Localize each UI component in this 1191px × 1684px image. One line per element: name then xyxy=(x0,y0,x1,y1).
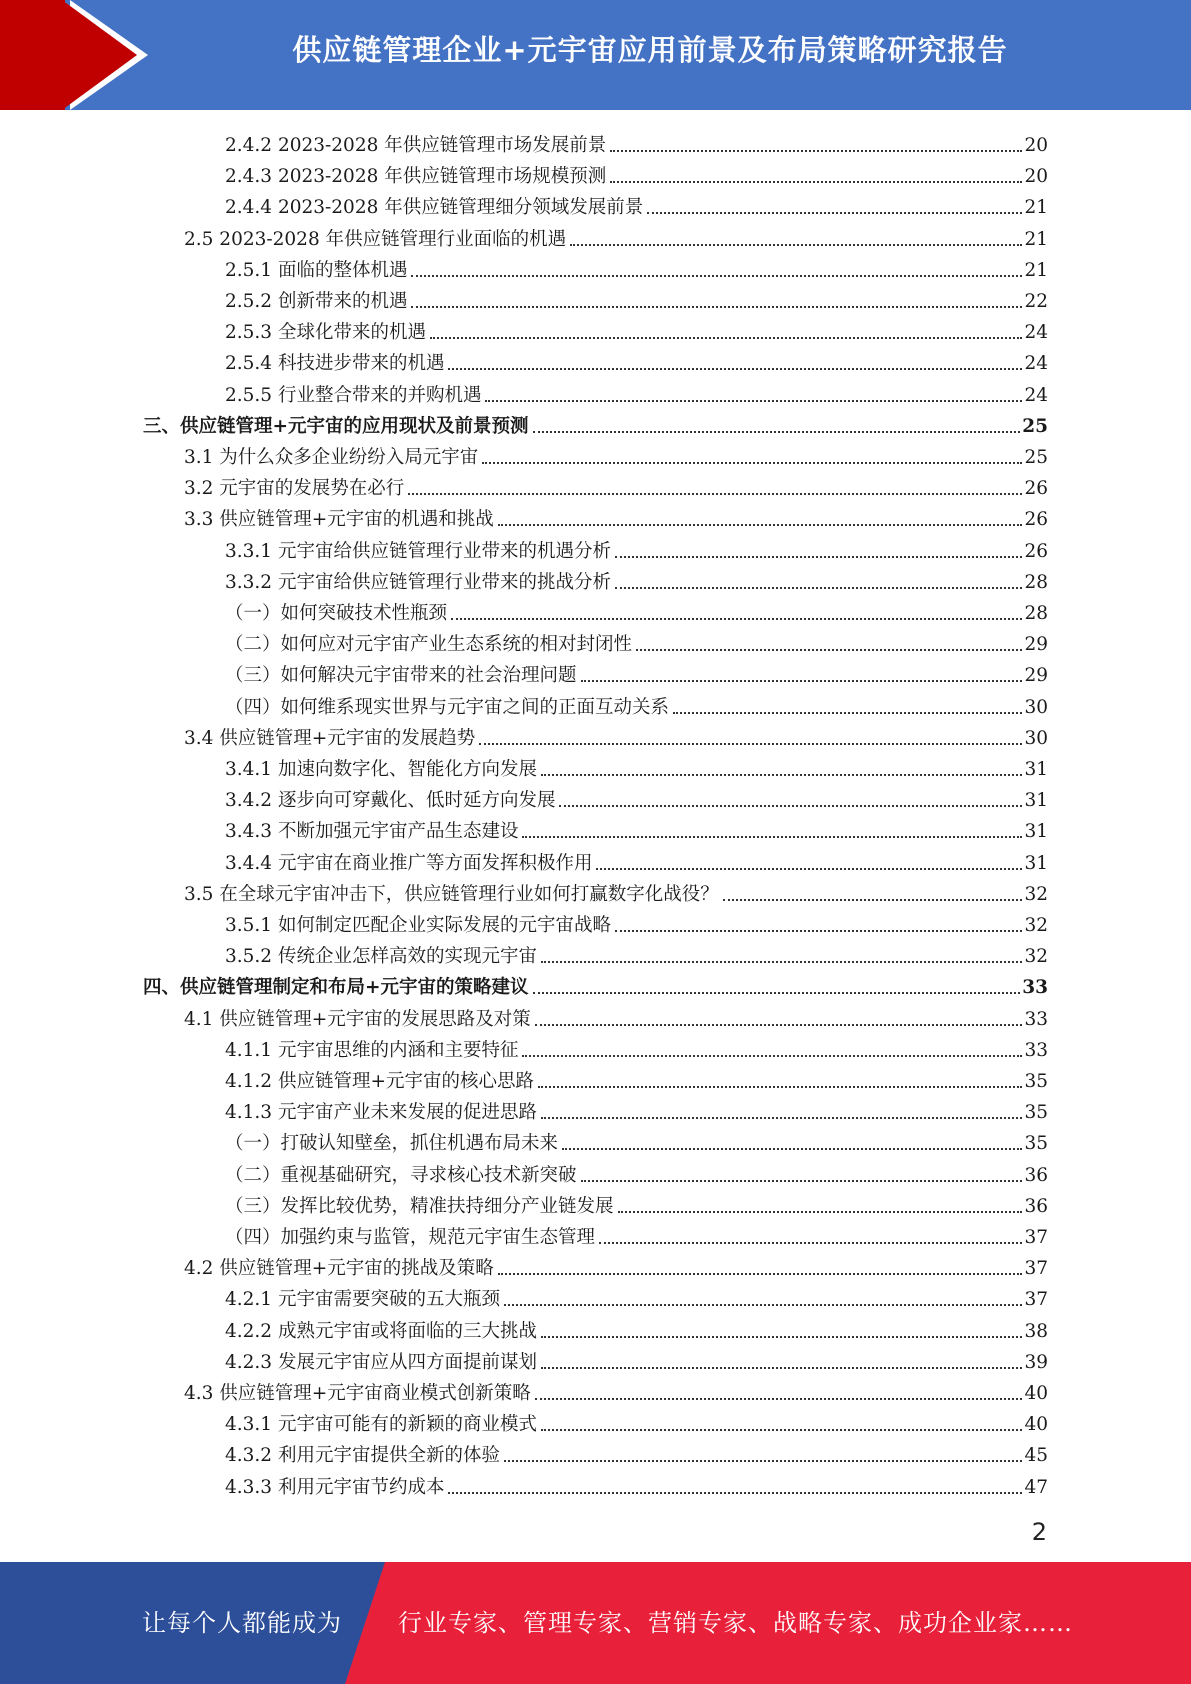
toc-entry[interactable] xyxy=(225,1093,1048,1124)
toc-dot-leader xyxy=(615,556,1022,558)
toc-entry-page: 29 xyxy=(1024,665,1048,687)
toc-dot-leader xyxy=(541,1429,1022,1431)
toc-entry[interactable] xyxy=(225,563,1048,594)
toc-entry-title: 3.5.1 如何制定匹配企业实际发展的元宇宙战略 xyxy=(225,915,611,936)
toc-entry-page: 20 xyxy=(1024,166,1048,188)
toc-dot-leader xyxy=(479,743,1022,745)
toc-entry[interactable] xyxy=(184,1249,1048,1280)
toc-entry-title: （一）如何突破技术性瓶颈 xyxy=(225,603,448,624)
toc-dot-leader xyxy=(541,774,1022,776)
toc-dot-leader xyxy=(535,1398,1023,1400)
toc-dot-leader xyxy=(522,1055,1022,1057)
toc-entry-title: 三、供应链管理+元宇宙的应用现状及前景预测 xyxy=(143,415,529,437)
toc-dot-leader xyxy=(485,400,1022,402)
toc-entry-page: 40 xyxy=(1024,1383,1048,1404)
toc-entry[interactable] xyxy=(225,1312,1048,1343)
toc-entry[interactable] xyxy=(143,968,1048,999)
toc-entry[interactable] xyxy=(225,781,1048,812)
toc-dot-leader xyxy=(541,1367,1022,1369)
toc-entry-page: 47 xyxy=(1024,1476,1048,1498)
toc-entry[interactable] xyxy=(225,282,1048,313)
toc-dot-leader xyxy=(533,431,1021,433)
toc-entry-page: 26 xyxy=(1024,509,1048,531)
toc-entry-page: 32 xyxy=(1024,915,1048,936)
toc-entry-title: （一）打破认知壁垒，抓住机遇布局未来 xyxy=(225,1133,559,1155)
toc-entry-title: 4.2.1 元宇宙需要突破的五大瓶颈 xyxy=(225,1289,500,1311)
toc-entry-title: 2.5.3 全球化带来的机遇 xyxy=(225,322,426,344)
toc-entry-title: 3.3.2 元宇宙给供应链管理行业带来的挑战分析 xyxy=(225,571,611,593)
toc-dot-leader xyxy=(451,618,1022,620)
toc-entry-page: 36 xyxy=(1024,1195,1048,1217)
toc-entry-title: 4.1.3 元宇宙产业未来发展的促进思路 xyxy=(225,1102,537,1124)
toc-dot-leader xyxy=(615,930,1022,932)
toc-dot-leader xyxy=(498,1273,1023,1275)
toc-entry-page: 31 xyxy=(1024,790,1048,812)
header-red-block xyxy=(0,0,65,110)
toc-entry[interactable] xyxy=(225,1436,1048,1467)
toc-entry-page: 35 xyxy=(1024,1102,1048,1124)
toc-entry[interactable] xyxy=(225,1187,1048,1218)
toc-dot-leader xyxy=(562,1148,1022,1150)
report-title: 供应链管理企业+元宇宙应用前景及布局策略研究报告 xyxy=(292,33,1008,67)
toc-entry-page: 28 xyxy=(1024,571,1048,593)
toc-entry-title: 4.2.3 发展元宇宙应从四方面提前谋划 xyxy=(225,1351,537,1373)
toc-entry-title: 2.5 2023-2028 年供应链管理行业面临的机遇 xyxy=(184,228,567,250)
toc-entry[interactable] xyxy=(225,344,1048,375)
toc-entry-page: 30 xyxy=(1024,696,1048,718)
toc-entry[interactable] xyxy=(225,188,1048,219)
toc-entry-page: 37 xyxy=(1024,1227,1048,1248)
toc-entry[interactable] xyxy=(225,532,1048,563)
toc-dot-leader xyxy=(581,1180,1023,1182)
toc-entry-page: 29 xyxy=(1024,634,1048,656)
toc-entry-title: 4.3.1 元宇宙可能有的新颖的商业模式 xyxy=(225,1414,537,1436)
toc-entry-page: 24 xyxy=(1024,353,1048,375)
toc-entry-title: 3.3 供应链管理+元宇宙的机遇和挑战 xyxy=(184,509,494,531)
toc-entry-title: 3.5.2 传统企业怎样高效的实现元宇宙 xyxy=(225,946,537,968)
toc-entry-title: 2.4.4 2023-2028 年供应链管理细分领域发展前景 xyxy=(225,197,644,219)
toc-dot-leader xyxy=(504,1304,1022,1306)
toc-entry-title: 3.4.3 不断加强元宇宙产品生态建设 xyxy=(225,821,519,843)
toc-entry-page: 24 xyxy=(1024,384,1048,406)
header-chevron-inner-shape xyxy=(62,0,137,110)
toc-entry-page: 37 xyxy=(1024,1289,1048,1311)
toc-entry-page: 31 xyxy=(1024,852,1048,874)
toc-entry-title: 3.4.1 加速向数字化、智能化方向发展 xyxy=(225,759,537,780)
toc-entry[interactable] xyxy=(184,875,1048,906)
toc-entry[interactable] xyxy=(225,812,1048,843)
toc-entry-page: 37 xyxy=(1024,1258,1048,1280)
toc-dot-leader xyxy=(538,1086,1022,1088)
toc-dot-leader xyxy=(411,306,1022,308)
toc-entry[interactable] xyxy=(184,1000,1048,1031)
footer-blue-slant xyxy=(345,1562,385,1684)
toc-dot-leader xyxy=(647,212,1022,214)
toc-dot-leader xyxy=(533,992,1021,994)
toc-entry-page: 35 xyxy=(1024,1133,1048,1155)
toc-dot-leader xyxy=(522,836,1022,838)
toc-entry-title: 2.4.2 2023-2028 年供应链管理市场发展前景 xyxy=(225,135,607,156)
toc-dot-leader xyxy=(636,649,1022,651)
toc-dot-leader xyxy=(448,1492,1022,1494)
toc-entry-title: （二）如何应对元宇宙产业生态系统的相对封闭性 xyxy=(225,634,633,656)
toc-entry-page: 25 xyxy=(1024,447,1048,468)
toc-entry-title: 3.4.4 元宇宙在商业推广等方面发挥积极作用 xyxy=(225,852,593,874)
toc-entry-title: 2.5.4 科技进步带来的机遇 xyxy=(225,353,445,375)
toc-entry[interactable] xyxy=(225,251,1048,282)
toc-entry[interactable] xyxy=(143,407,1048,438)
toc-entry-page: 30 xyxy=(1024,727,1048,749)
toc-entry[interactable] xyxy=(184,719,1048,750)
toc-entry[interactable] xyxy=(184,469,1048,500)
toc-entry-page: 33 xyxy=(1024,1039,1048,1061)
toc-entry[interactable] xyxy=(184,1374,1048,1405)
toc-dot-leader xyxy=(723,899,1023,901)
toc-entry-page: 22 xyxy=(1024,291,1048,312)
page-header xyxy=(0,0,1191,110)
toc-dot-leader xyxy=(610,181,1022,183)
toc-entry-title: （二）重视基础研究，寻求核心技术新突破 xyxy=(225,1164,577,1186)
toc-dot-leader xyxy=(448,368,1022,370)
toc-entry-title: 2.5.2 创新带来的机遇 xyxy=(225,291,408,312)
toc-entry-title: 3.4.2 逐步向可穿戴化、低时延方向发展 xyxy=(225,790,556,812)
toc-entry-page: 39 xyxy=(1024,1351,1048,1373)
toc-entry[interactable] xyxy=(225,1218,1048,1249)
toc-entry-page: 31 xyxy=(1024,759,1048,780)
toc-entry-title: 4.3.2 利用元宇宙提供全新的体验 xyxy=(225,1445,500,1467)
toc-entry-page: 25 xyxy=(1022,415,1048,437)
toc-entry-title: （四）如何维系现实世界与元宇宙之间的正面互动关系 xyxy=(225,696,670,718)
toc-entry-title: 四、供应链管理制定和布局+元宇宙的策略建议 xyxy=(143,977,529,999)
toc-entry-page: 21 xyxy=(1024,259,1048,281)
toc-entry[interactable] xyxy=(225,1280,1048,1311)
toc-entry[interactable] xyxy=(225,1124,1048,1155)
toc-dot-leader xyxy=(559,805,1022,807)
toc-entry[interactable] xyxy=(225,157,1048,188)
toc-entry-title: 4.3 供应链管理+元宇宙商业模式创新策略 xyxy=(184,1383,531,1404)
toc-entry-title: （三）如何解决元宇宙带来的社会治理问题 xyxy=(225,665,577,687)
toc-dot-leader xyxy=(596,868,1022,870)
toc-entry[interactable] xyxy=(225,688,1048,719)
toc-entry-page: 31 xyxy=(1024,821,1048,843)
page-footer xyxy=(0,1562,1191,1684)
page-number: 2 xyxy=(1031,1518,1047,1546)
toc-entry[interactable] xyxy=(225,1343,1048,1374)
toc-entry-title: 3.4 供应链管理+元宇宙的发展趋势 xyxy=(184,727,476,749)
toc-entry-page: 32 xyxy=(1024,946,1048,968)
toc-dot-leader xyxy=(673,712,1022,714)
toc-entry-page: 33 xyxy=(1024,1008,1048,1030)
toc-entry[interactable] xyxy=(184,220,1048,251)
toc-entry[interactable] xyxy=(184,438,1048,469)
toc-entry[interactable] xyxy=(225,1405,1048,1436)
toc-entry-page: 26 xyxy=(1024,540,1048,562)
toc-entry-page: 28 xyxy=(1024,603,1048,624)
toc-dot-leader xyxy=(535,1024,1023,1026)
toc-entry-title: 4.1.2 供应链管理+元宇宙的核心思路 xyxy=(225,1071,534,1092)
toc-dot-leader xyxy=(610,150,1022,152)
toc-entry-page: 45 xyxy=(1024,1445,1048,1467)
toc-entry-title: 2.4.3 2023-2028 年供应链管理市场规模预测 xyxy=(225,166,607,188)
toc-dot-leader xyxy=(411,275,1022,277)
toc-entry-page: 26 xyxy=(1024,478,1048,500)
toc-entry-page: 33 xyxy=(1022,977,1048,999)
toc-entry-page: 20 xyxy=(1024,135,1048,156)
toc-dot-leader xyxy=(581,680,1023,682)
toc-dot-leader xyxy=(541,1336,1022,1338)
toc-entry-title: 4.2.2 成熟元宇宙或将面临的三大挑战 xyxy=(225,1320,537,1342)
toc-dot-leader xyxy=(504,1460,1022,1462)
toc-entry-title: 2.5.1 面临的整体机遇 xyxy=(225,259,408,281)
toc-entry-page: 21 xyxy=(1024,228,1048,250)
toc-dot-leader xyxy=(408,493,1022,495)
toc-entry-title: （三）发挥比较优势，精准扶持细分产业链发展 xyxy=(225,1195,614,1217)
toc-entry[interactable] xyxy=(225,594,1048,625)
toc-entry-page: 36 xyxy=(1024,1164,1048,1186)
toc-entry[interactable] xyxy=(225,126,1048,157)
toc-dot-leader xyxy=(570,244,1022,246)
toc-entry[interactable] xyxy=(225,1468,1048,1499)
toc-entry-title: 3.2 元宇宙的发展势在必行 xyxy=(184,478,405,500)
toc-entry-page: 40 xyxy=(1024,1414,1048,1436)
toc-entry-page: 38 xyxy=(1024,1320,1048,1342)
toc-entry[interactable] xyxy=(225,906,1048,937)
toc-entry[interactable] xyxy=(225,1062,1048,1093)
toc-entry[interactable] xyxy=(225,937,1048,968)
footer-slogan-left: 让每个人都能成为 xyxy=(142,1609,342,1637)
toc-entry-title: 2.5.5 行业整合带来的并购机遇 xyxy=(225,384,482,406)
toc-entry-title: 3.5 在全球元宇宙冲击下，供应链管理行业如何打赢数字化战役？ xyxy=(184,883,719,905)
toc-entry-page: 21 xyxy=(1024,197,1048,219)
toc-dot-leader xyxy=(618,1211,1023,1213)
toc-entry-page: 32 xyxy=(1024,883,1048,905)
toc-dot-leader xyxy=(482,462,1022,464)
toc-dot-leader xyxy=(541,1117,1022,1119)
toc-dot-leader xyxy=(541,961,1022,963)
toc-dot-leader xyxy=(599,1242,1022,1244)
toc-entry[interactable] xyxy=(225,750,1048,781)
toc-entry[interactable] xyxy=(225,656,1048,687)
toc-entry[interactable] xyxy=(225,1156,1048,1187)
toc-entry-title: 4.1.1 元宇宙思维的内涵和主要特征 xyxy=(225,1039,519,1061)
toc-entry[interactable] xyxy=(225,376,1048,407)
toc-entry-title: 4.1 供应链管理+元宇宙的发展思路及对策 xyxy=(184,1008,531,1030)
toc-entry-title: 3.3.1 元宇宙给供应链管理行业带来的机遇分析 xyxy=(225,540,611,562)
toc-entry[interactable] xyxy=(225,313,1048,344)
toc-dot-leader xyxy=(430,337,1022,339)
toc-entry-page: 35 xyxy=(1024,1071,1048,1092)
toc-entry-title: 4.3.3 利用元宇宙节约成本 xyxy=(225,1476,445,1498)
toc-entry-title: 3.1 为什么众多企业纷纷入局元宇宙 xyxy=(184,447,479,468)
toc-entry[interactable] xyxy=(225,625,1048,656)
toc-dot-leader xyxy=(615,587,1022,589)
toc-entry[interactable] xyxy=(225,1031,1048,1062)
footer-slogan-right: 行业专家、管理专家、营销专家、战略专家、成功企业家…… xyxy=(398,1609,1073,1637)
toc-dot-leader xyxy=(498,524,1023,526)
toc-entry[interactable] xyxy=(184,500,1048,531)
toc-entry[interactable] xyxy=(225,844,1048,875)
toc-entry-page: 24 xyxy=(1024,322,1048,344)
toc-entry-title: 4.2 供应链管理+元宇宙的挑战及策略 xyxy=(184,1258,494,1280)
toc-entry-title: （四）加强约束与监管，规范元宇宙生态管理 xyxy=(225,1227,596,1248)
